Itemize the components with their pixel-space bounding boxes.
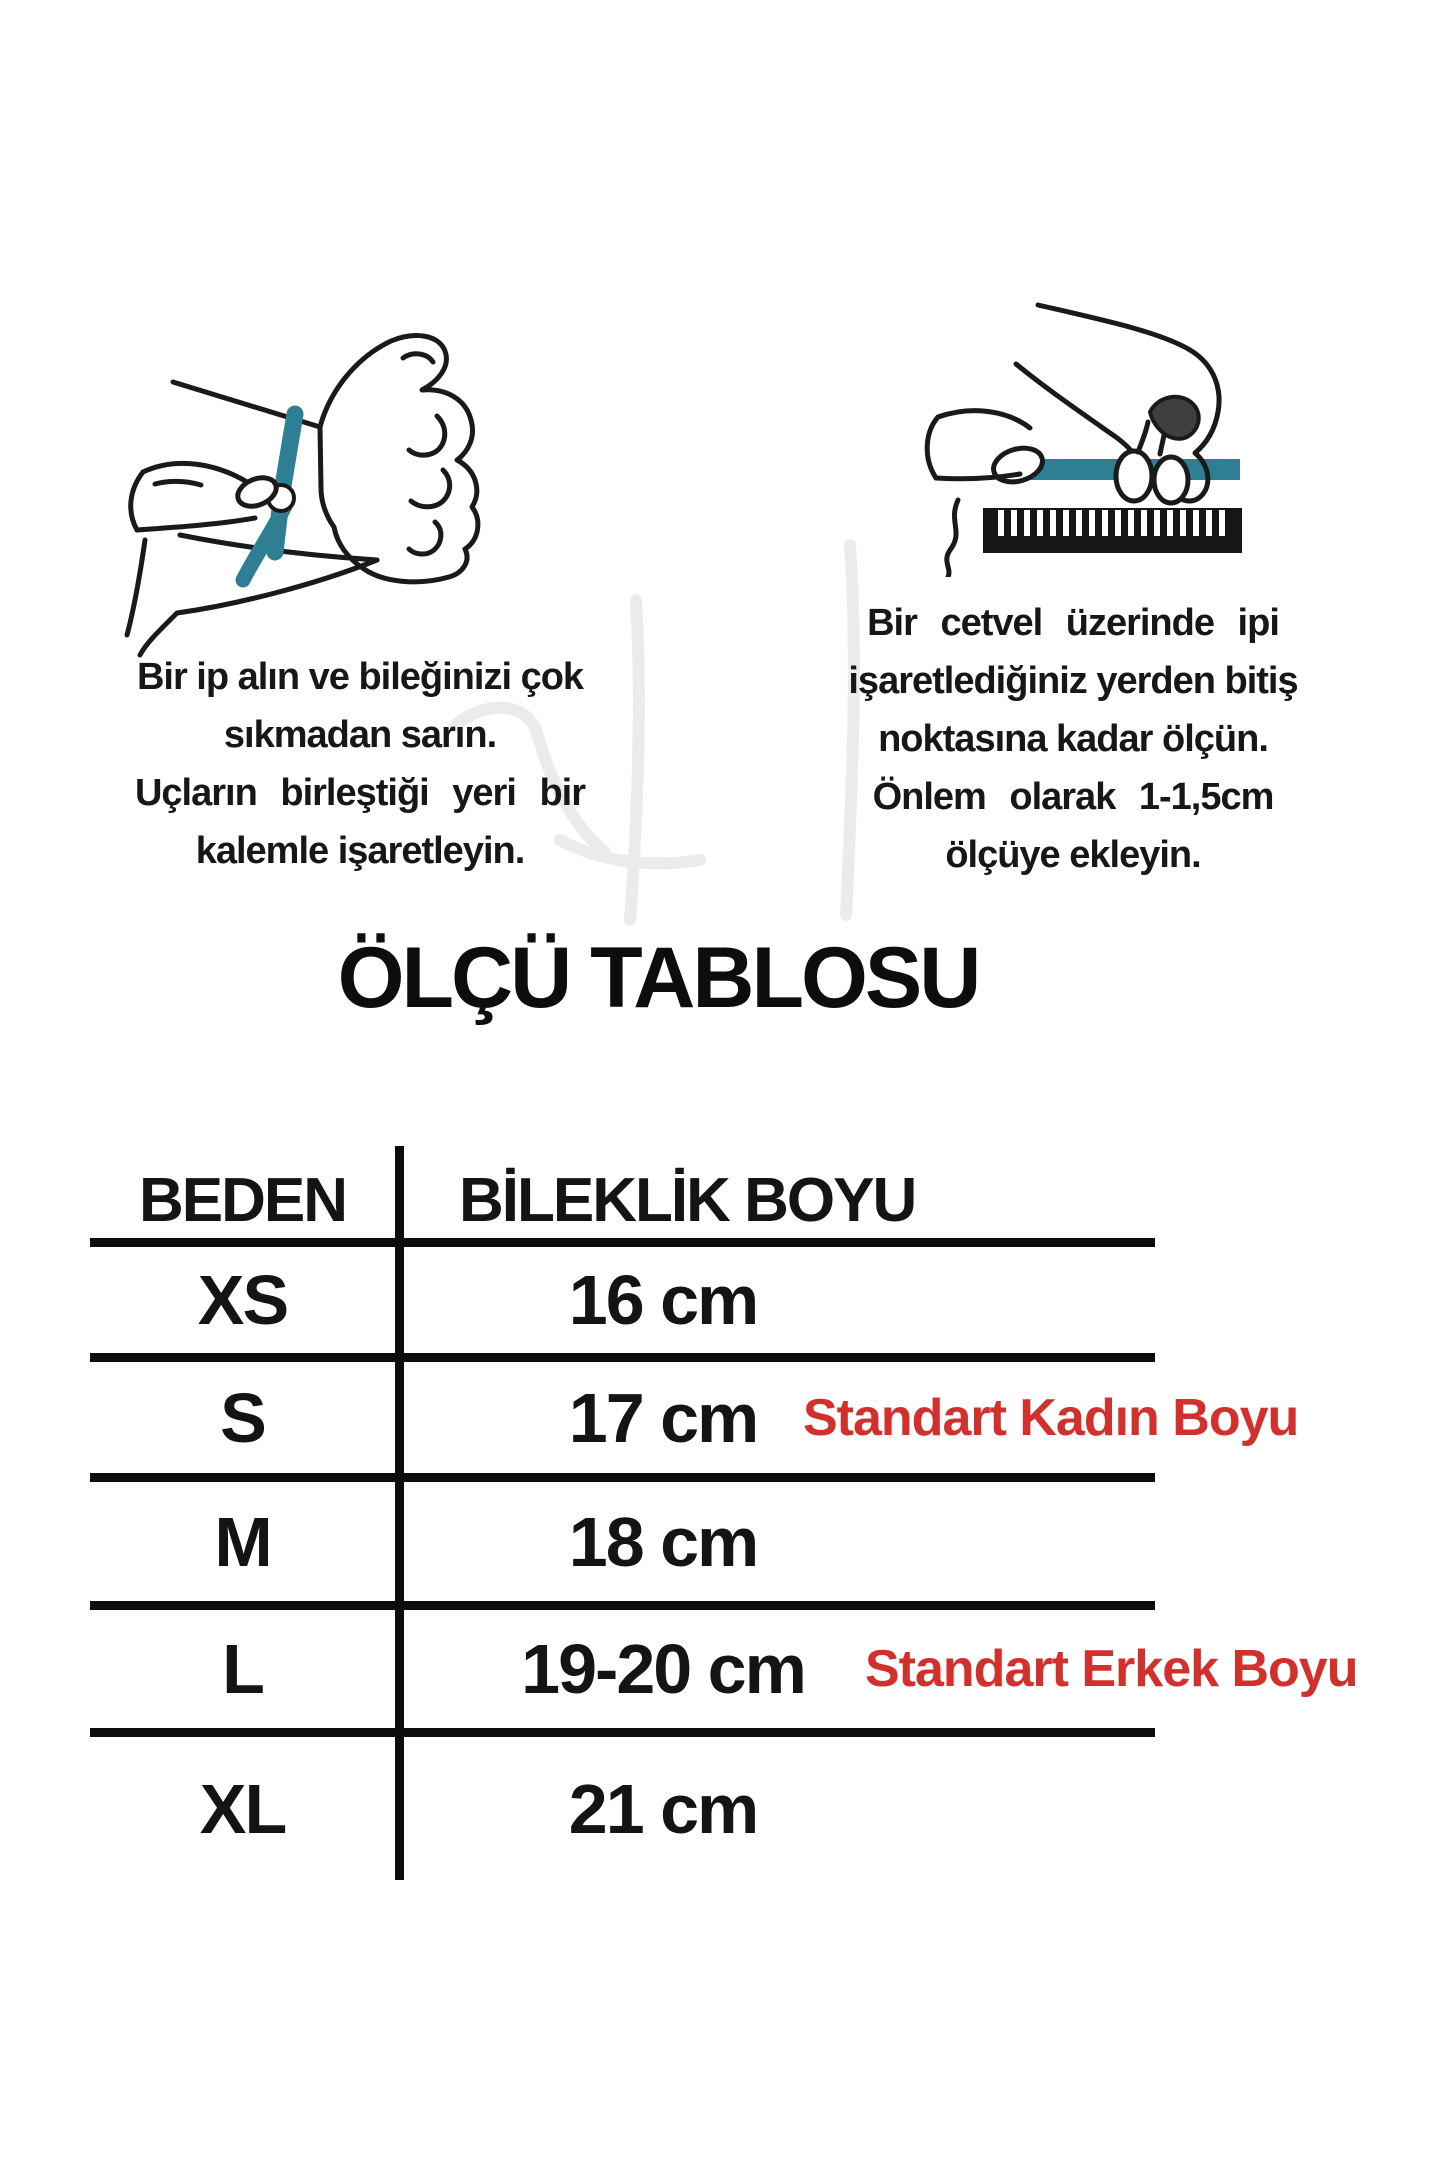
caption-left-line: sıkmadan sarın. <box>223 714 497 756</box>
caption-left-line: Bir ip alın ve bileğinizi çok <box>136 656 584 698</box>
table-row <box>90 1362 1299 1482</box>
ruler-icon <box>983 508 1242 553</box>
table-row <box>90 1482 1155 1610</box>
page-title: ÖLÇÜ TABLOSU <box>337 930 979 1026</box>
caption-left-line: kalemle işaretleyin. <box>195 830 525 872</box>
caption-right-line: Önlem olarak 1-1,5cm <box>872 776 1274 818</box>
size-cell: S <box>220 1378 265 1457</box>
length-value: 17 cm <box>568 1378 758 1457</box>
header-cell-length: BİLEKLİK BOYU <box>459 1166 916 1235</box>
standard-size-note: Standart Erkek Boyu <box>865 1640 1358 1698</box>
caption-right-line: ölçüye ekleyin. <box>945 834 1201 876</box>
length-cell <box>395 1482 1155 1601</box>
length-value: 18 cm <box>568 1502 758 1581</box>
length-value: 19-20 cm <box>521 1630 805 1708</box>
size-cell: XS <box>197 1261 288 1339</box>
standard-size-note: Standart Kadın Boyu <box>803 1388 1299 1447</box>
caption-right-line: işaretlediğiniz yerden bitiş <box>848 660 1298 702</box>
wrist-string-illustration <box>85 230 495 660</box>
caption-left-line: Uçların birleştiği yeri bir <box>134 772 586 814</box>
length-cell <box>395 1247 1155 1353</box>
ruler-measure-illustration <box>878 232 1363 577</box>
table-row <box>90 1610 1358 1737</box>
caption-left <box>55 648 665 880</box>
caption-right-line: noktasına kadar ölçün. <box>878 718 1268 760</box>
table-row <box>90 1737 1155 1880</box>
length-value: 16 cm <box>568 1261 758 1339</box>
length-cell <box>395 1362 1299 1473</box>
marker-tip <box>1150 397 1199 439</box>
length-cell <box>395 1737 1155 1880</box>
header-cell-size: BEDEN <box>138 1166 347 1235</box>
table-body <box>90 1247 1358 1880</box>
size-cell: M <box>214 1502 271 1581</box>
size-cell: L <box>222 1630 263 1708</box>
table-column-divider <box>395 1146 404 1880</box>
size-table <box>90 1146 1358 1880</box>
size-cell: XL <box>199 1769 286 1848</box>
table-row <box>90 1247 1155 1362</box>
caption-right-line: Bir cetvel üzerinde ipi <box>867 602 1279 644</box>
length-cell <box>395 1610 1358 1728</box>
length-value: 21 cm <box>568 1769 758 1848</box>
caption-right <box>788 594 1358 884</box>
table-header-row <box>90 1146 1155 1247</box>
